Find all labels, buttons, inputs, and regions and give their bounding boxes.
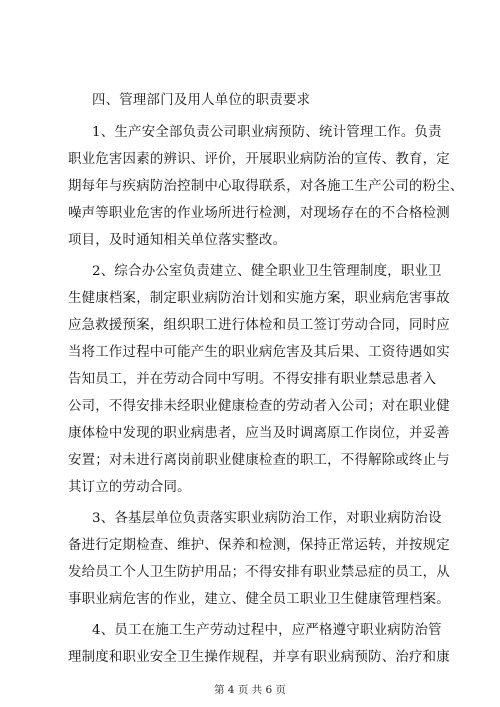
paragraph-1-line-1: 1、生产安全部负责公司职业病预防、统计管理工作。负责 bbox=[92, 125, 442, 140]
paragraph-2-line-4: 当将工作过程中可能产生的职业病危害及其后果、工资待遇如实 bbox=[68, 345, 450, 360]
paragraph-3-line-1: 3、各基层单位负责落实职业病防治工作，对职业病防治设 bbox=[92, 511, 442, 526]
paragraph-2-line-6: 公司，不得安排未经职业健康检查的劳动者入公司；对在职业健 bbox=[68, 399, 450, 414]
paragraph-1-line-5: 项目，及时通知相关单位落实整改。 bbox=[68, 233, 287, 248]
paragraph-3-line-4: 事职业病危害的作业，建立、健全员工职业卫生健康管理档案。 bbox=[68, 592, 450, 607]
paragraph-4-line-1: 4、员工在施工生产劳动过程中，应严格遵守职业病防治管 bbox=[92, 623, 442, 638]
paragraph-4-line-2: 理制度和职业安全卫生操作规程，并享有职业病预防、治疗和康 bbox=[68, 650, 450, 665]
paragraph-2-line-9: 其订立的劳动合同。 bbox=[68, 480, 191, 495]
paragraph-2-line-8: 安置；对未进行离岗前职业健康检查的职工，不得解除或终止与 bbox=[68, 453, 450, 468]
paragraph-3-line-2: 备进行定期检查、维护、保养和检测，保持正常运转，并按规定 bbox=[68, 538, 450, 553]
paragraph-1-line-4: 噪声等职业危害的作业场所进行检测，对现场存在的不合格检测 bbox=[68, 206, 450, 221]
section-heading: 四、管理部门及用人单位的职责要求 bbox=[92, 93, 311, 108]
paragraph-3-line-3: 发给员工个人卫生防护用品；不得安排有职业禁忌症的员工，从 bbox=[68, 565, 450, 580]
paragraph-2-line-7: 康体检中发现的职业病患者，应当及时调离原工作岗位，并妥善 bbox=[68, 426, 450, 441]
page-number: 第 4 页 共 6 页 bbox=[213, 684, 287, 696]
paragraph-1-line-2: 职业危害因素的辨识、评价，开展职业病防治的宣传、教育，定 bbox=[68, 152, 450, 167]
paragraph-2-line-1: 2、综合办公室负责建立、健全职业卫生管理制度，职业卫 bbox=[92, 264, 442, 279]
paragraph-2-line-5: 告知员工，并在劳动合同中写明。不得安排有职业禁忌患者入 bbox=[68, 372, 437, 387]
paragraph-2-line-3: 应急救援预案，组织职工进行体检和员工签订劳动合同，同时应 bbox=[68, 318, 450, 333]
paragraph-2-line-2: 生健康档案，制定职业病防治计划和实施方案，职业病危害事故 bbox=[68, 291, 450, 306]
paragraph-1-line-3: 期每年与疾病防治控制中心取得联系，对各施工生产公司的粉尘、 bbox=[68, 179, 464, 194]
